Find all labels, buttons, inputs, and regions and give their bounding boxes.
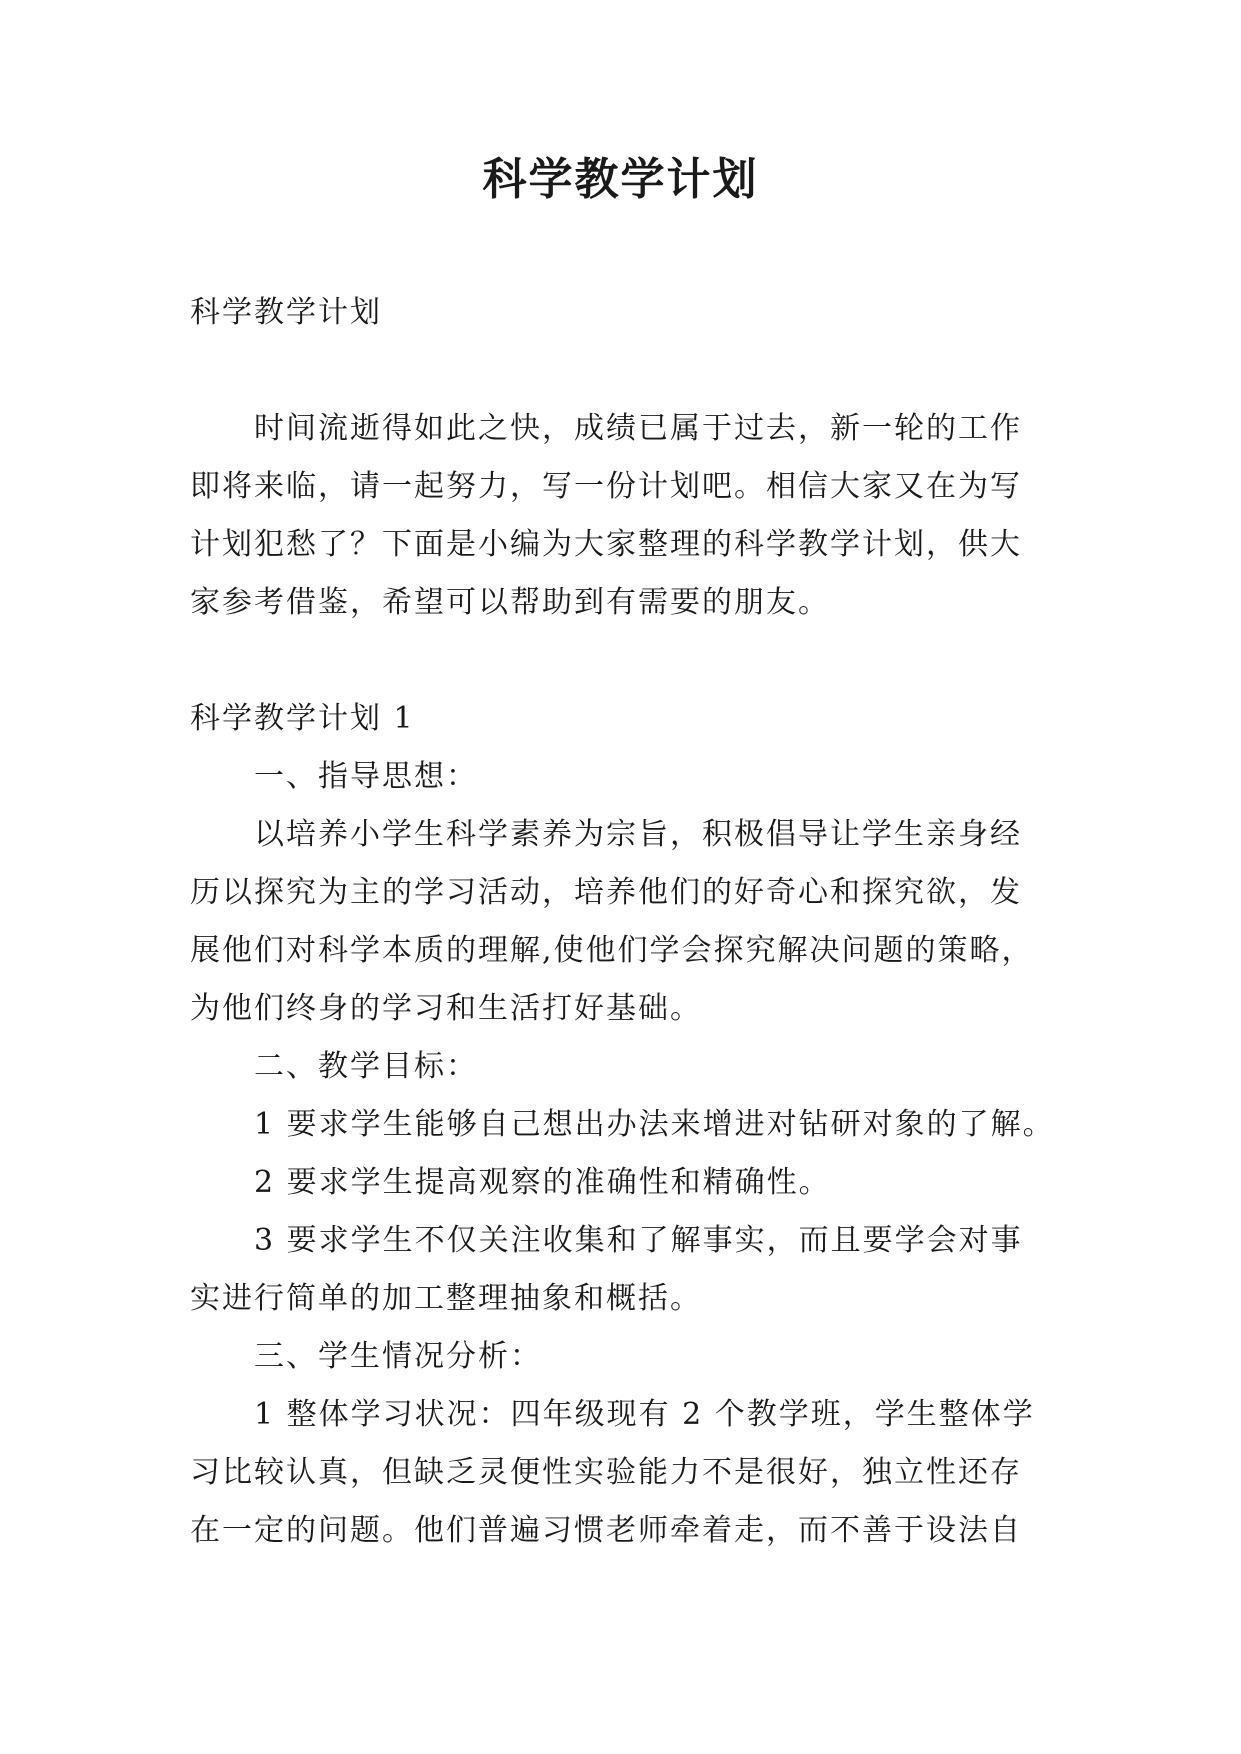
document-title: 科学教学计划 (482, 154, 759, 205)
guiding-line: 历以探究为主的学习活动，培养他们的好奇心和探究欲，发 (190, 875, 1022, 910)
analysis-line: 在一定的问题。他们普遍习惯老师牵着走，而不善于设法自 (190, 1513, 1022, 1548)
intro-line: 计划犯愁了？下面是小编为大家整理的科学教学计划，供大 (190, 527, 1022, 562)
guiding-line: 以培养小学生科学素养为宗旨，积极倡导让学生亲身经 (254, 817, 1022, 852)
spacer (190, 342, 1060, 400)
section-title: 科学教学计划 1 (190, 701, 415, 736)
goal-line: 实进行简单的加工整理抽象和概括。 (190, 1281, 702, 1316)
heading-guiding: 一、指导思想： (254, 759, 478, 794)
goal-line: 3 要求学生不仅关注收集和了解事实，而且要学会对事 (254, 1223, 1023, 1258)
intro-line: 即将来临，请一起努力，写一份计划吧。相信大家又在为写 (190, 469, 1022, 504)
intro-line: 家参考借鉴，希望可以帮助到有需要的朋友。 (190, 585, 830, 620)
intro-line: 时间流逝得如此之快，成绩已属于过去，新一轮的工作 (254, 411, 1022, 446)
goal-line: 1 要求学生能够自己想出办法来增进对钻研对象的了解。 (254, 1107, 1055, 1142)
heading-analysis: 三、学生情况分析： (254, 1339, 542, 1374)
guiding-line: 展他们对科学本质的理解,使他们学会探究解决问题的策略， (190, 933, 1034, 968)
spacer (190, 632, 1060, 690)
analysis-line: 1 整体学习状况：四年级现有 2 个教学班，学生整体学 (254, 1397, 1035, 1432)
heading-goals: 二、教学目标： (254, 1049, 478, 1084)
document-body (190, 284, 1060, 1560)
subtitle: 科学教学计划 (190, 295, 382, 330)
analysis-line: 习比较认真，但缺乏灵便性实验能力不是很好，独立性还存 (190, 1455, 1022, 1490)
goal-line: 2 要求学生提高观察的准确性和精确性。 (254, 1165, 831, 1200)
guiding-line: 为他们终身的学习和生活打好基础。 (190, 991, 702, 1026)
